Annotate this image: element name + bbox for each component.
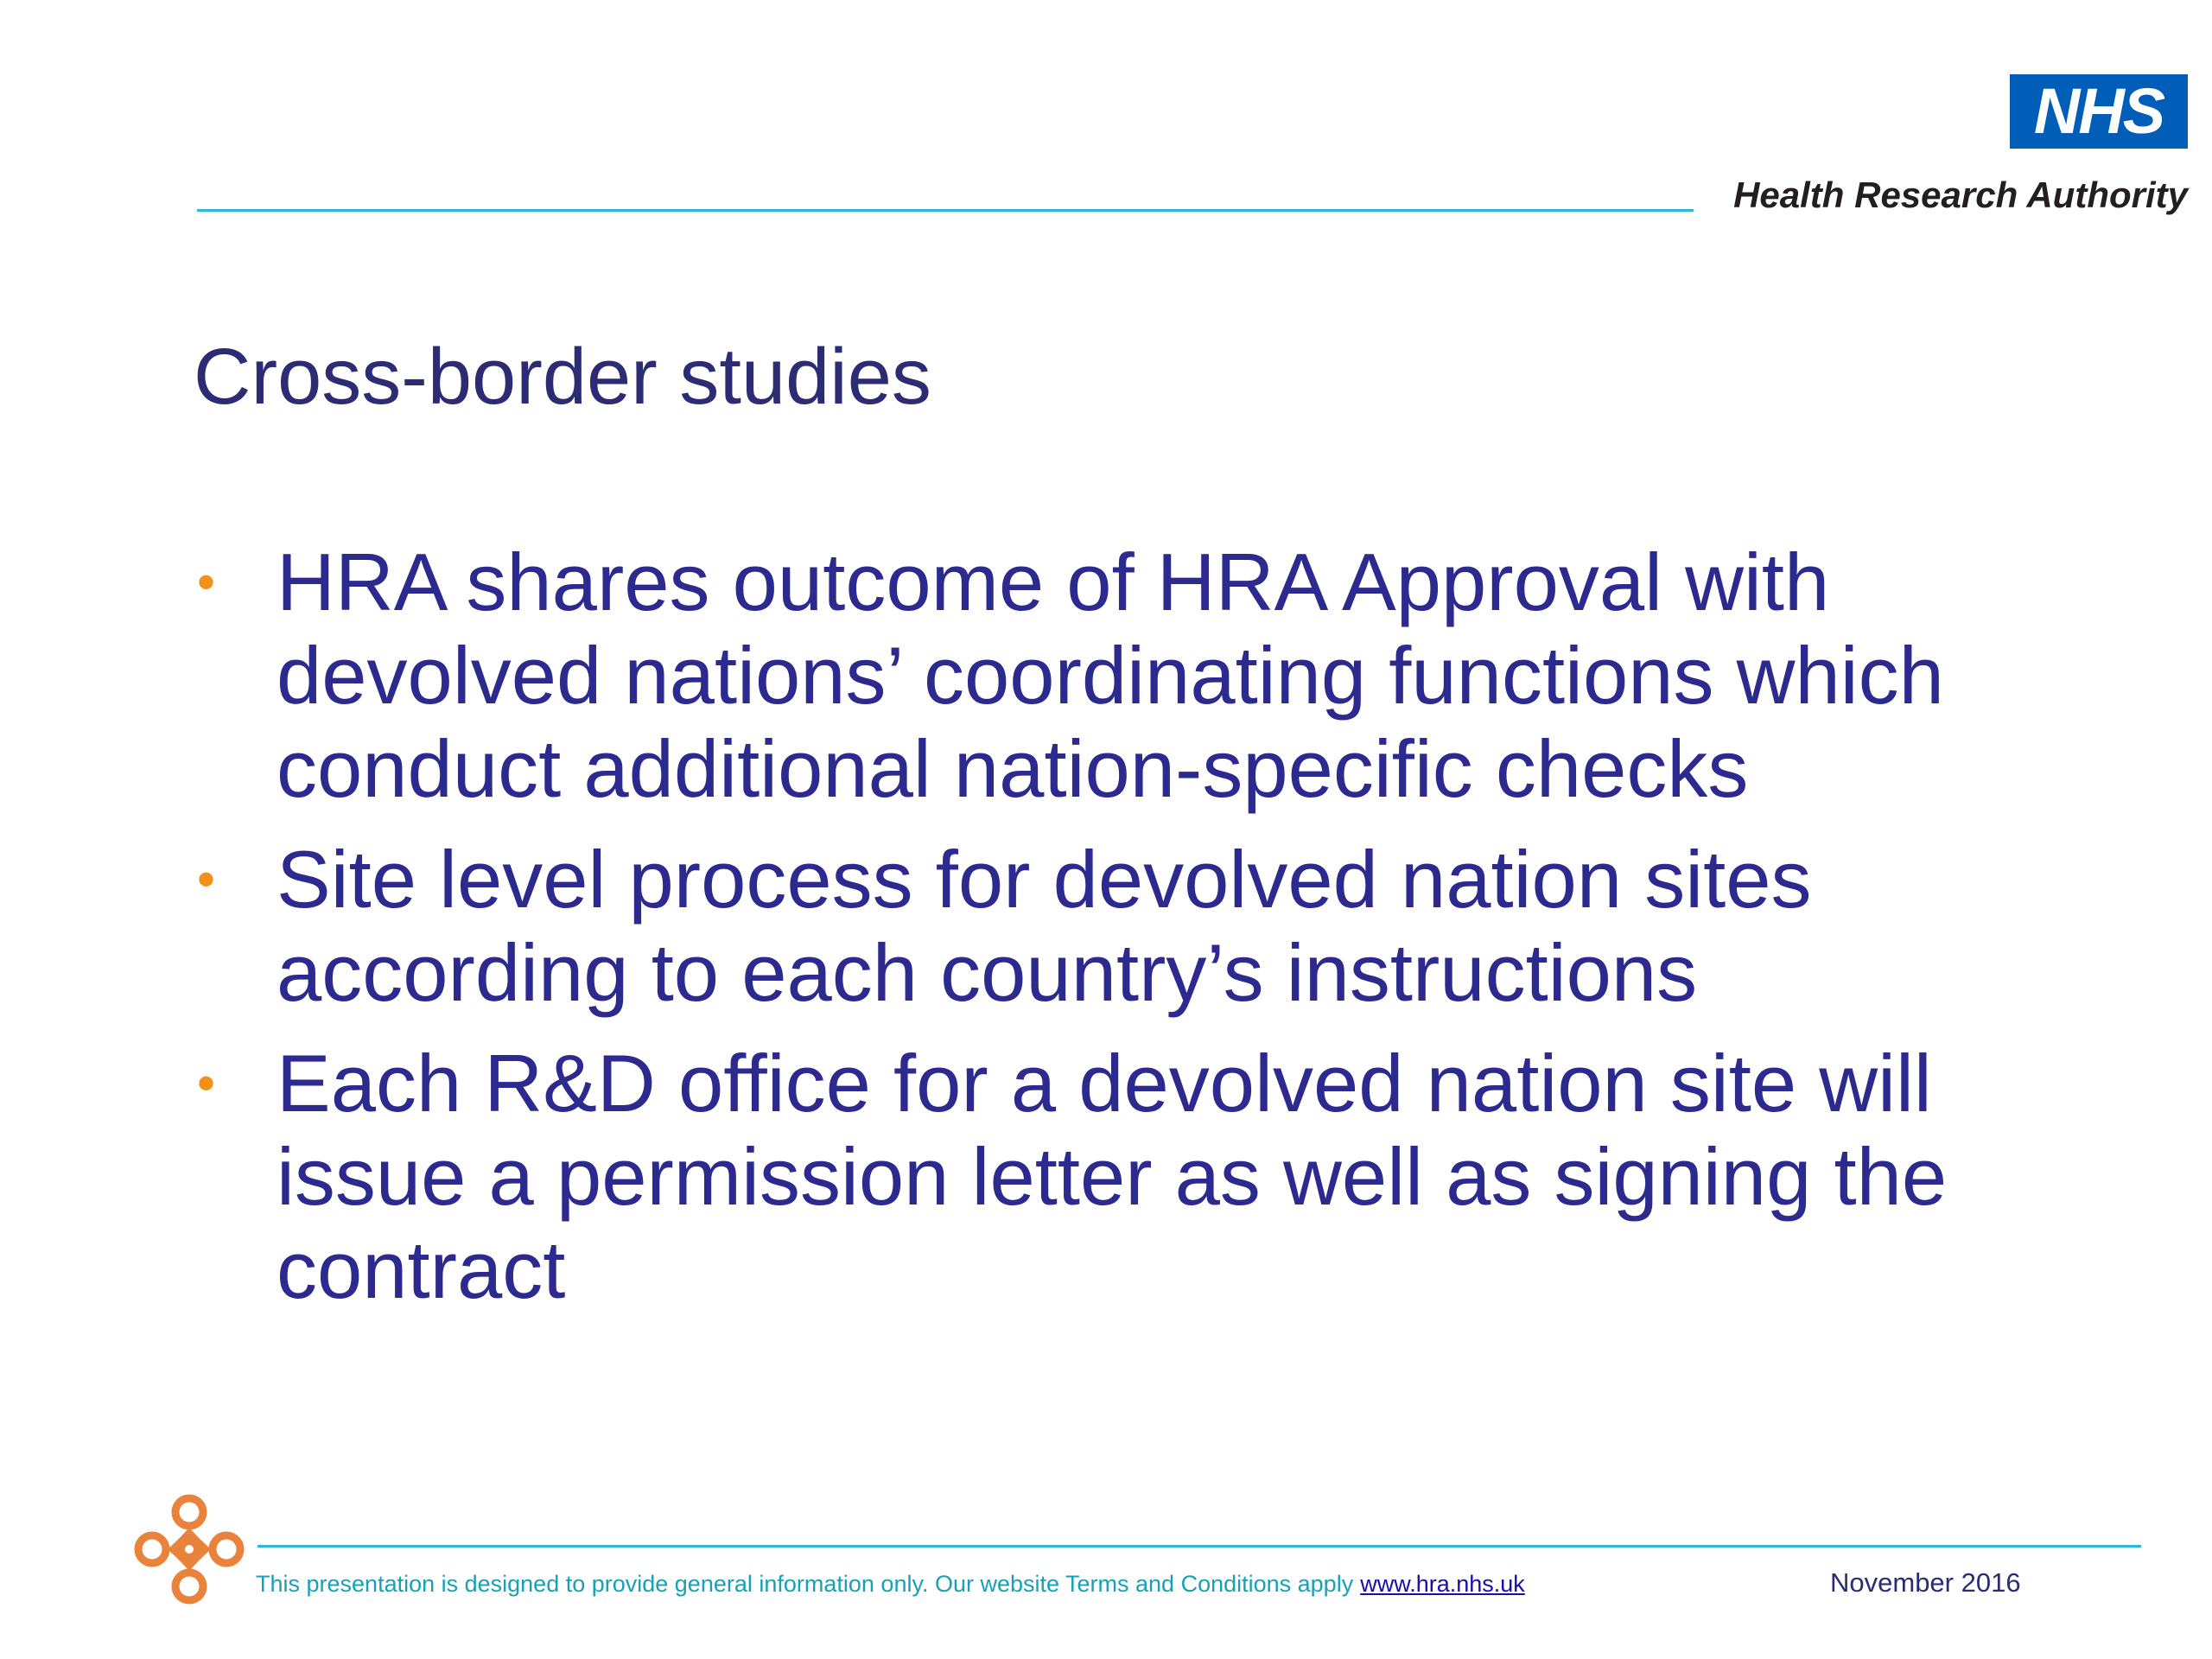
disclaimer-text: This presentation is designed to provide general information only. Our website Terms and Conditions apply [256, 1571, 1354, 1597]
slide-title: Cross-border studies [194, 333, 931, 421]
hra-emblem-icon [131, 1491, 247, 1607]
header-divider [197, 209, 1694, 212]
bullet-text: Each R&D office for a devolved nation site will issue a permission letter as well as signing the contract [276, 1038, 1948, 1315]
website-link[interactable]: www.hra.nhs.uk [1360, 1571, 1525, 1597]
bullet-text: Site level process for devolved nation sites according to each country’s instructions [276, 834, 1812, 1018]
footer-divider [257, 1545, 2141, 1548]
bullet-marker-icon: • [197, 553, 216, 611]
organisation-name: Health Research Authority [1733, 175, 2188, 215]
nhs-logo [1733, 74, 2188, 216]
footer-disclaimer [256, 1571, 1525, 1598]
nhs-badge: NHS [2010, 74, 2188, 149]
presentation-date: November 2016 [1830, 1567, 2021, 1598]
bullet-text: HRA shares outcome of HRA Approval with devolved nations’ coordinating functions which conduct additional nation-specific checks [276, 537, 1944, 814]
bullet-item [190, 536, 2031, 816]
bullet-item [190, 833, 2031, 1020]
bullet-list [190, 536, 2031, 1334]
bullet-marker-icon: • [197, 850, 216, 908]
bullet-item [190, 1037, 2031, 1317]
bullet-marker-icon: • [197, 1054, 216, 1112]
